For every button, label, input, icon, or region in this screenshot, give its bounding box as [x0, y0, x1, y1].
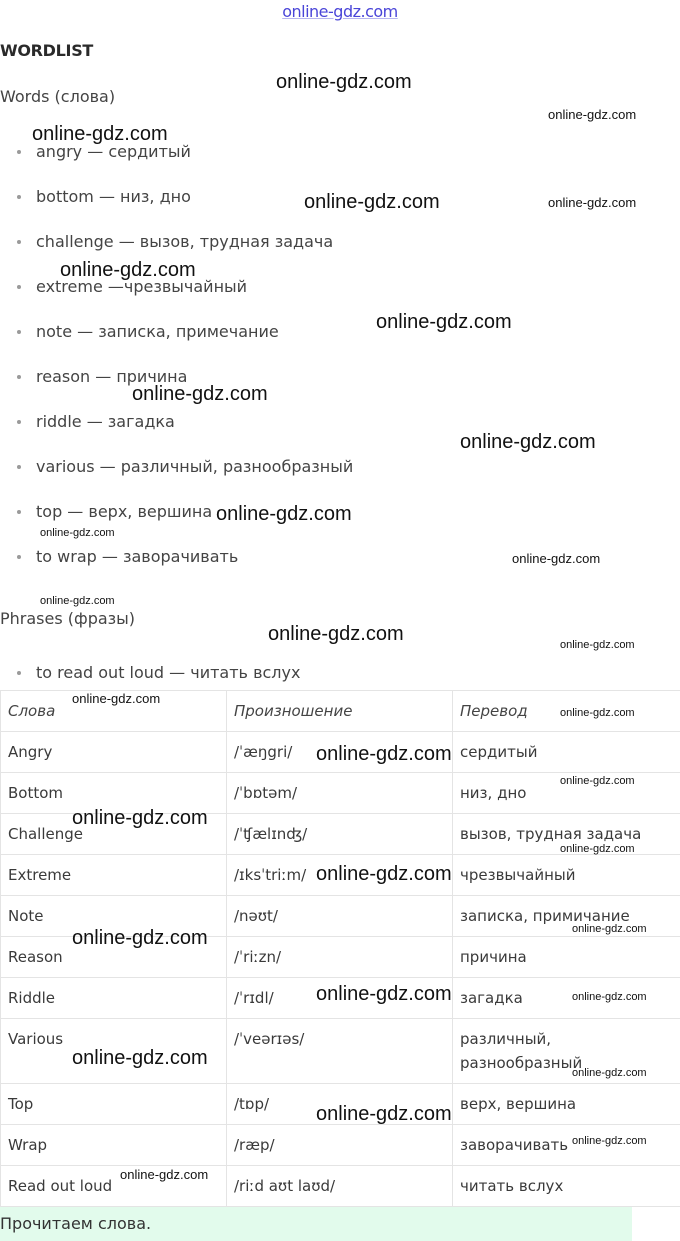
table-cell-word: Angry: [1, 732, 227, 773]
table-cell-word: Note: [1, 896, 227, 937]
table-cell-pronunciation: /ˈʧælɪnʤ/: [227, 814, 453, 855]
table-cell-word: Reason: [1, 937, 227, 978]
watermark: online-gdz.com: [72, 807, 208, 829]
table-cell-pronunciation: /ˈriːzn/: [227, 937, 453, 978]
table-cell-translation: чрезвычайный: [453, 855, 680, 896]
watermark: online-gdz.com: [316, 1103, 452, 1125]
list-item: riddle — загадка: [0, 410, 680, 455]
table-header-row: [1, 691, 680, 732]
watermark: online-gdz.com: [120, 1167, 209, 1182]
table-cell-pronunciation: /ˈrɪdl/: [227, 978, 453, 1019]
table-cell-word: Riddle: [1, 978, 227, 1019]
watermark: online-gdz.com: [72, 1047, 208, 1069]
table-cell-translation: заворачивать: [453, 1125, 680, 1166]
table-row: [1, 1084, 680, 1125]
table-cell-translation: записка, примичание: [453, 896, 680, 937]
table-cell-translation: различный, разнообразный: [453, 1019, 680, 1084]
watermark: online-gdz.com: [460, 431, 596, 453]
table-row: [1, 1166, 680, 1207]
table-row: [1, 855, 680, 896]
word-list: [0, 140, 680, 590]
list-item: top — верх, вершина: [0, 500, 680, 545]
wordlist-title: WORDLIST: [0, 41, 94, 60]
table-cell-translation: сердитый: [453, 732, 680, 773]
watermark: online-gdz.com: [72, 691, 161, 706]
watermark: online-gdz.com: [60, 259, 196, 281]
table-cell-pronunciation: /ˈveərɪəs/: [227, 1019, 453, 1084]
instruction-note: Прочитаем слова.: [0, 1207, 632, 1241]
table-row: [1, 1019, 680, 1084]
table-row: [1, 978, 680, 1019]
list-item: extreme —чрезвычайный: [0, 275, 680, 320]
watermark: online-gdz.com: [572, 1067, 647, 1079]
table-row: [1, 896, 680, 937]
table-cell-word: Top: [1, 1084, 227, 1125]
watermark: online-gdz.com: [40, 527, 115, 539]
watermark: online-gdz.com: [268, 623, 404, 645]
table-cell-pronunciation: /ˈæŋgri/: [227, 732, 453, 773]
watermark: online-gdz.com: [560, 843, 635, 855]
table-cell-pronunciation: /ɪksˈtriːm/: [227, 855, 453, 896]
table-cell-word: Extreme: [1, 855, 227, 896]
list-item: reason — причина: [0, 365, 680, 410]
watermark: online-gdz.com: [316, 983, 452, 1005]
watermark: online-gdz.com: [40, 595, 115, 607]
table-cell-pronunciation: /ræp/: [227, 1125, 453, 1166]
table-cell-translation: верх, вершина: [453, 1084, 680, 1125]
watermark: online-gdz.com: [560, 639, 635, 651]
watermark: online-gdz.com: [376, 311, 512, 333]
watermark: online-gdz.com: [276, 71, 412, 93]
watermark: online-gdz.com: [316, 863, 452, 885]
list-item: angry — сердитый: [0, 140, 680, 185]
table-cell-translation: загадка: [453, 978, 680, 1019]
site-link[interactable]: online-gdz.com: [282, 2, 398, 21]
table-row: [1, 937, 680, 978]
table-cell-word: Read out loud: [1, 1166, 227, 1207]
list-item: bottom — низ, дно: [0, 185, 680, 230]
table-row: [1, 773, 680, 814]
table-cell-pronunciation: /nəʊt/: [227, 896, 453, 937]
words-heading: Words (слова): [0, 87, 116, 106]
table-cell-translation: читать вслух: [453, 1166, 680, 1207]
table-cell-pronunciation: /ˈbɒtəm/: [227, 773, 453, 814]
table-row: [1, 1125, 680, 1166]
watermark: online-gdz.com: [548, 195, 637, 210]
watermark: online-gdz.com: [572, 991, 647, 1003]
table-cell-pronunciation: /riːd aʊt laʊd/: [227, 1166, 453, 1207]
list-item: note — записка, примечание: [0, 320, 680, 365]
watermark: online-gdz.com: [572, 923, 647, 935]
watermark: online-gdz.com: [548, 107, 637, 122]
list-item: to wrap — заворачивать: [0, 545, 680, 590]
column-header-words: Слова: [1, 691, 227, 732]
watermark: online-gdz.com: [572, 1135, 647, 1147]
watermark: online-gdz.com: [316, 743, 452, 765]
watermark: online-gdz.com: [132, 383, 268, 405]
table-cell-word: Challenge: [1, 814, 227, 855]
watermark: online-gdz.com: [72, 927, 208, 949]
table-cell-pronunciation: /tɒp/: [227, 1084, 453, 1125]
phrase-list: [0, 661, 680, 685]
watermark: online-gdz.com: [304, 191, 440, 213]
vocabulary-table: [0, 690, 680, 1207]
watermark: online-gdz.com: [560, 775, 635, 787]
list-item: challenge — вызов, трудная задача: [0, 230, 680, 275]
watermark: online-gdz.com: [32, 123, 168, 145]
table-cell-translation: вызов, трудная задача: [453, 814, 680, 855]
watermark: online-gdz.com: [216, 503, 352, 525]
watermark: online-gdz.com: [512, 551, 601, 566]
table-row: [1, 814, 680, 855]
table-cell-word: Various: [1, 1019, 227, 1084]
table-cell-translation: низ, дно: [453, 773, 680, 814]
table-cell-translation: причина: [453, 937, 680, 978]
watermark: online-gdz.com: [560, 707, 635, 719]
list-item: to read out loud — читать вслух: [0, 661, 680, 685]
list-item: various — различный, разнообразный: [0, 455, 680, 500]
phrases-heading: Phrases (фразы): [0, 609, 136, 628]
table-cell-word: Bottom: [1, 773, 227, 814]
table-cell-word: Wrap: [1, 1125, 227, 1166]
column-header-pronunciation: Произношение: [227, 691, 453, 732]
table-row: [1, 732, 680, 773]
column-header-translation: Перевод: [453, 691, 680, 732]
